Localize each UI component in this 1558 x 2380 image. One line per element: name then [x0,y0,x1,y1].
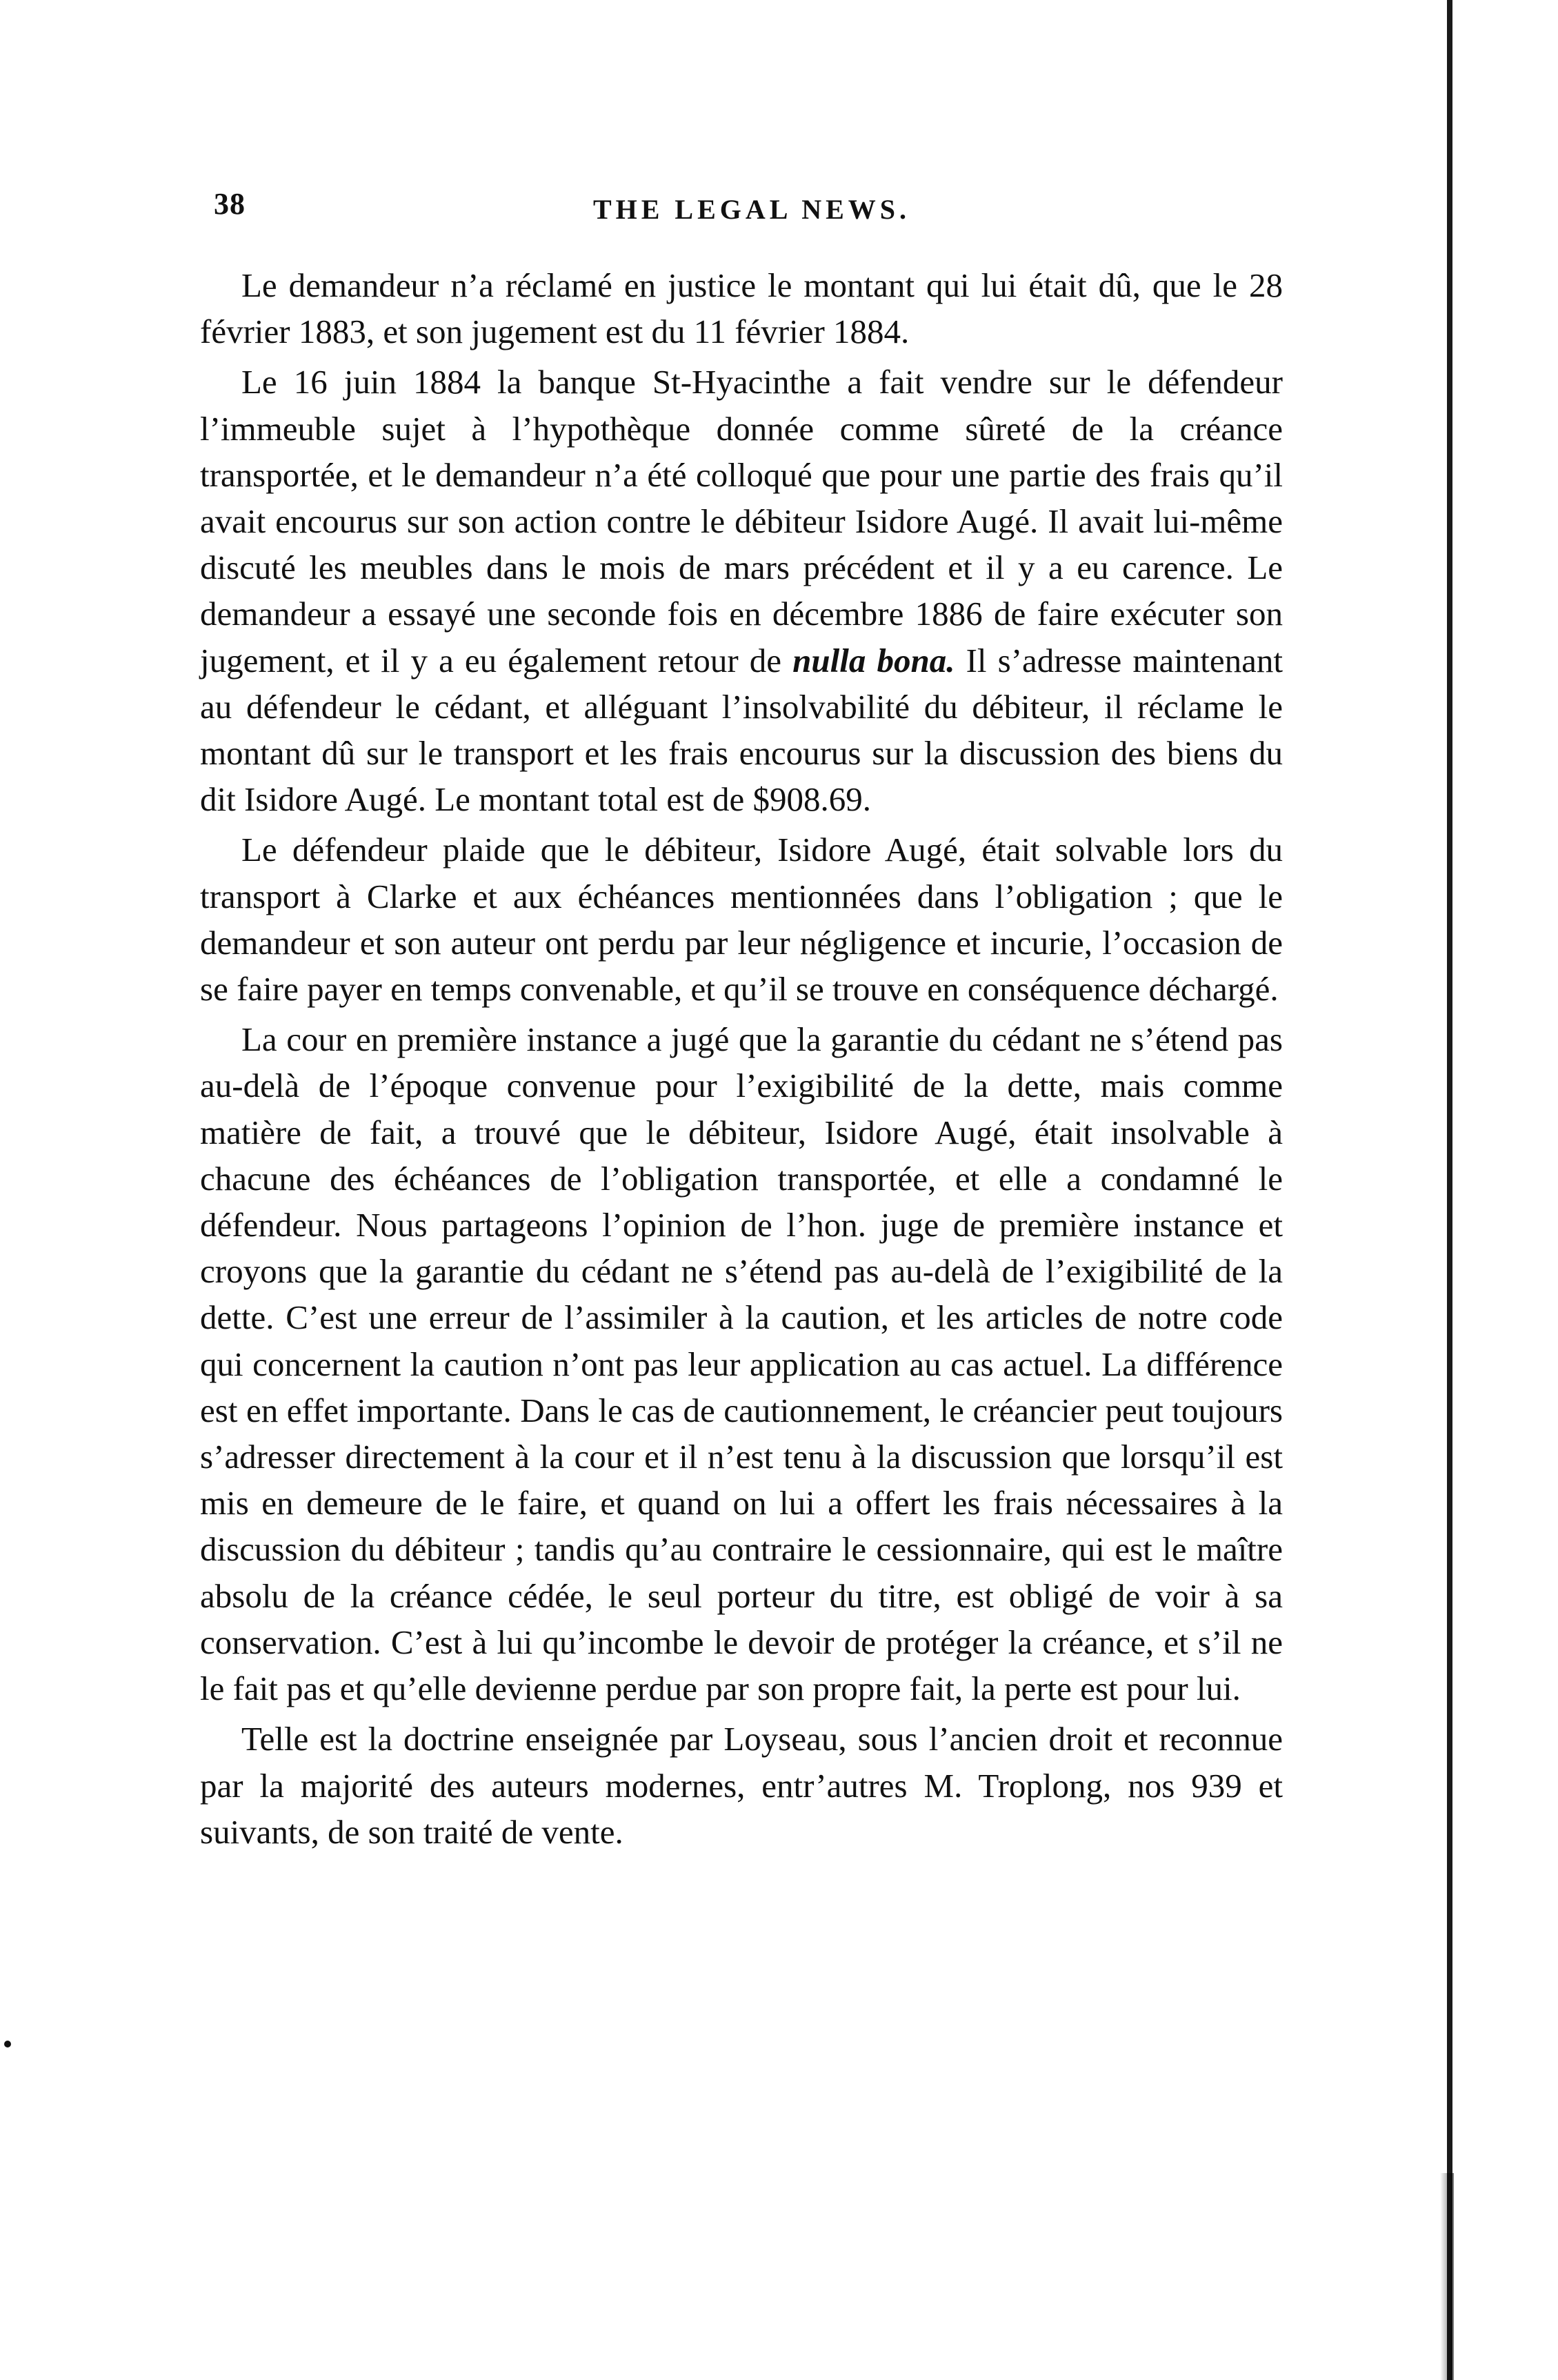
paragraph-5: Telle est la doctrine enseignée par Loyseau, sous l’ancien droit et reconnue par la majorité des auteurs modernes, entr’autres M. Troplong, nos 939 et suivants, de son traité de vente. [200,1720,1283,1851]
paragraph-4: La cour en première instance a jugé que la garantie du cédant ne s’étend pas au-delà de l’époque convenue pour l’exigibilité de la dette, mais comme matière de fait, a trouvé que le débiteur, Isidore Augé, était insolvable à chacune des échéances de l’obligation transportée, et elle a condamné le défendeur. Nous partageons l’opinion de l’hon. juge de première instance et croyons que la garantie du cédant ne s’étend pas au-delà de l’exigibilité de la dette. C’est une erreur de l’assimiler à la caution, et les articles de notre code qui concernent la caution n’ont pas leur application au cas actuel. La différence est en effet importante. Dans le cas de cautionnement, le créancier peut toujours s’adresser directement à la cour et il n’est tenu à la discussion que lorsqu’il est mis en demeure de le faire, et quand on lui a offert les frais nécessaires à la discussion du débiteur ; tandis qu’au contraire le cessionnaire, qui est le maître absolu de la créance cédée, le seul porteur du titre, est obligé de voir à sa conservation. C’est à lui qu’incombe le devoir de protéger la créance, et s’il ne le fait pas et qu’elle devienne perdue par son propre fait, la perte est pour lui. [200,1020,1283,1708]
scan-speck [4,2041,11,2047]
paragraph-2-continuation: Il s’adresse maintenant au défendeur le cédant, et alléguant l’insolvabilité du débiteur, il réclame le montant dû sur le transport et les frais encourus sur la discussion des biens du dit Isidore Augé. Le montant total est de $908.69. [200,641,1284,819]
page-edge-shadow [1440,2173,1454,2380]
paragraph-2-text: Le 16 juin 1884 la banque St-Hyacinthe a fait vendre sur le défendeur l’immeuble sujet à l’hypothèque donnée comme sûreté de la créance transportée, et le demandeur n’a été colloqué que pour une partie des frais qu’il avait encourus sur son action contre le débiteur Isidore Augé. Il avait lui-même discuté les meubles dans le mois de mars précédent et il y a eu carence. Le demandeur a essayé une seconde fois en décembre 1886 de faire exécuter son jugement, et il y a eu également retour de [200,363,1283,680]
paragraph-2 [200,359,1283,822]
latin-phrase: nulla bona. [792,641,955,680]
article-body [200,262,1283,1859]
page-edge-border [1447,0,1452,2380]
running-title: THE LEGAL NEWS. [592,194,911,225]
paragraph-3: Le défendeur plaide que le débiteur, Isidore Augé, était solvable lors du transport à Clarke et aux échéances mentionnées dans l’obligation ; que le demandeur et son auteur ont perdu par leur négligence et incurie, l’occasion de se faire payer en temps convenable, et qu’il se trouve en conséquence déchargé. [200,831,1283,1009]
page-number: 38 [214,187,246,221]
paragraph-1: Le demandeur n’a réclamé en justice le montant qui lui était dû, que le 28 février 1883, et son jugement est du 11 février 1884. [200,266,1283,351]
page-header [214,186,1290,241]
